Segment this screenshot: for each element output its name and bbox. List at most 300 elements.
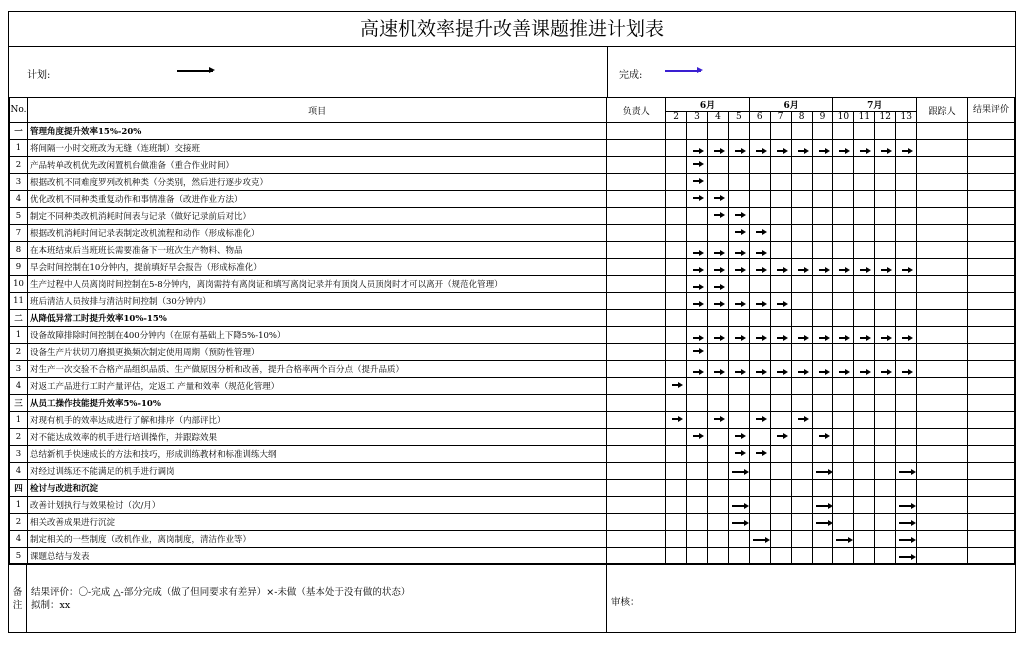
- row-item: 早会时间控制在10分钟内，提前填好早会报告（形成标准化）: [27, 259, 606, 276]
- week-cell: [728, 208, 749, 225]
- week-cell: [666, 344, 687, 361]
- week-cell: [812, 225, 833, 242]
- plan-arrow-icon: [735, 231, 743, 233]
- week-cell: [770, 514, 791, 531]
- row-owner: [607, 157, 666, 174]
- week-cell: [896, 327, 917, 344]
- week-cell: [708, 208, 729, 225]
- week-cell: [728, 276, 749, 293]
- plan-arrow-icon: [693, 252, 701, 254]
- week-cell: [833, 140, 854, 157]
- row-tracker: [917, 463, 968, 480]
- header-no: No.: [10, 98, 28, 123]
- plan-legend: [9, 46, 608, 98]
- week-cell: [854, 208, 875, 225]
- row-tracker: [917, 140, 968, 157]
- week-cell: [708, 174, 729, 191]
- table-row: [10, 140, 1015, 157]
- row-owner: [607, 514, 666, 531]
- plan-arrow-icon: [714, 418, 722, 420]
- plan-arrow-icon: [860, 371, 868, 373]
- week-cell: [687, 446, 708, 463]
- week-cell: [666, 412, 687, 429]
- week-cell: [812, 310, 833, 327]
- header-week: 13: [896, 112, 917, 123]
- row-number: 二: [10, 310, 28, 327]
- row-number: 10: [10, 276, 28, 293]
- row-tracker: [917, 446, 968, 463]
- plan-arrow-icon: [732, 471, 746, 473]
- table-row: [10, 361, 1015, 378]
- week-cell: [770, 429, 791, 446]
- row-result: [968, 208, 1015, 225]
- section-row: [10, 123, 1015, 140]
- week-cell: [833, 412, 854, 429]
- plan-arrow-icon: [816, 505, 830, 507]
- week-cell: [875, 514, 896, 531]
- week-cell: [812, 395, 833, 412]
- week-cell: [854, 242, 875, 259]
- week-cell: [749, 514, 770, 531]
- week-cell: [749, 242, 770, 259]
- row-result: [968, 378, 1015, 395]
- header-week: 11: [854, 112, 875, 123]
- week-cell: [833, 446, 854, 463]
- week-cell: [666, 259, 687, 276]
- row-owner: [607, 531, 666, 548]
- week-cell: [833, 123, 854, 140]
- row-owner: [607, 293, 666, 310]
- week-cell: [687, 293, 708, 310]
- row-result: [968, 242, 1015, 259]
- week-cell: [728, 480, 749, 497]
- week-cell: [687, 344, 708, 361]
- week-cell: [833, 225, 854, 242]
- week-cell: [833, 514, 854, 531]
- plan-arrow-icon: [672, 384, 680, 386]
- week-cell: [875, 395, 896, 412]
- row-tracker: [917, 310, 968, 327]
- plan-arrow-icon: [735, 252, 743, 254]
- row-item: 相关改善成果进行沉淀: [27, 514, 606, 531]
- week-cell: [749, 480, 770, 497]
- week-cell: [708, 259, 729, 276]
- row-item: 班后清洁人员按排与清洁时间控制（30分钟内）: [27, 293, 606, 310]
- row-number: 5: [10, 548, 28, 565]
- week-cell: [896, 208, 917, 225]
- row-number: 1: [10, 140, 28, 157]
- week-cell: [875, 293, 896, 310]
- row-tracker: [917, 191, 968, 208]
- week-cell: [791, 327, 812, 344]
- week-cell: [812, 514, 833, 531]
- row-tracker: [917, 123, 968, 140]
- week-cell: [812, 242, 833, 259]
- week-cell: [666, 242, 687, 259]
- week-cell: [833, 429, 854, 446]
- week-cell: [833, 463, 854, 480]
- plan-arrow-icon: [693, 337, 701, 339]
- row-item: 改善计划执行与效果检讨（次/月）: [27, 497, 606, 514]
- week-cell: [687, 327, 708, 344]
- done-label: 完成:: [619, 70, 643, 81]
- plan-arrow-icon: [693, 371, 701, 373]
- week-cell: [708, 497, 729, 514]
- row-owner: [607, 259, 666, 276]
- week-cell: [896, 310, 917, 327]
- week-cell: [728, 174, 749, 191]
- plan-arrow-icon: [798, 337, 806, 339]
- plan-arrow-icon: [735, 371, 743, 373]
- week-cell: [687, 225, 708, 242]
- table-row: [10, 208, 1015, 225]
- plan-arrow-icon: [819, 337, 827, 339]
- footer: [9, 563, 1015, 633]
- week-cell: [854, 548, 875, 565]
- week-cell: [666, 225, 687, 242]
- table-row: [10, 463, 1015, 480]
- week-cell: [896, 174, 917, 191]
- week-cell: [875, 344, 896, 361]
- table-row: [10, 446, 1015, 463]
- week-cell: [770, 548, 791, 565]
- week-cell: [728, 531, 749, 548]
- week-cell: [728, 378, 749, 395]
- week-cell: [708, 276, 729, 293]
- header-week: 8: [791, 112, 812, 123]
- plan-arrow-icon: [735, 337, 743, 339]
- plan-arrow-icon: [756, 418, 764, 420]
- plan-arrow-icon: [714, 269, 722, 271]
- row-owner: [607, 276, 666, 293]
- row-item: 对经过训练还不能满足的机手进行调岗: [27, 463, 606, 480]
- week-cell: [896, 429, 917, 446]
- row-item: 总结新机手快速成长的方法和技巧，形成训练教材和标准训练大纲: [27, 446, 606, 463]
- row-number: 2: [10, 429, 28, 446]
- week-cell: [896, 276, 917, 293]
- week-cell: [770, 140, 791, 157]
- week-cell: [770, 174, 791, 191]
- week-cell: [687, 140, 708, 157]
- row-owner: [607, 361, 666, 378]
- plan-arrow-icon: [693, 163, 701, 165]
- row-item: 设备生产片状切刀磨损更换频次制定使用周期（预防性管理）: [27, 344, 606, 361]
- week-cell: [791, 463, 812, 480]
- week-cell: [687, 514, 708, 531]
- plan-arrow-icon: [756, 303, 764, 305]
- week-cell: [854, 514, 875, 531]
- week-cell: [749, 225, 770, 242]
- week-cell: [812, 497, 833, 514]
- week-cell: [666, 140, 687, 157]
- week-cell: [833, 344, 854, 361]
- table-row: [10, 497, 1015, 514]
- plan-arrow-icon: [902, 371, 910, 373]
- row-result: [968, 412, 1015, 429]
- week-cell: [666, 446, 687, 463]
- week-cell: [749, 276, 770, 293]
- plan-arrow-icon: [839, 337, 847, 339]
- week-cell: [770, 361, 791, 378]
- week-cell: [708, 395, 729, 412]
- week-cell: [833, 157, 854, 174]
- row-number: 3: [10, 446, 28, 463]
- week-cell: [896, 344, 917, 361]
- plan-arrow-icon: [819, 435, 827, 437]
- week-cell: [833, 259, 854, 276]
- week-cell: [687, 497, 708, 514]
- week-cell: [875, 463, 896, 480]
- row-owner: [607, 378, 666, 395]
- row-item: 设备故障排除时间控制在400分钟内（在原有基础上下降5%-10%）: [27, 327, 606, 344]
- week-cell: [791, 395, 812, 412]
- row-result: [968, 361, 1015, 378]
- week-cell: [770, 480, 791, 497]
- week-cell: [687, 463, 708, 480]
- week-cell: [687, 412, 708, 429]
- week-cell: [812, 480, 833, 497]
- plan-arrow-icon: [756, 150, 764, 152]
- row-tracker: [917, 548, 968, 565]
- week-cell: [791, 429, 812, 446]
- week-cell: [791, 361, 812, 378]
- plan-arrow-icon: [777, 150, 785, 152]
- week-cell: [749, 395, 770, 412]
- table-row: [10, 242, 1015, 259]
- plan-arrow-icon: [902, 150, 910, 152]
- week-cell: [833, 480, 854, 497]
- week-cell: [708, 344, 729, 361]
- week-cell: [812, 531, 833, 548]
- week-cell: [728, 497, 749, 514]
- week-cell: [728, 446, 749, 463]
- plan-arrow-icon: [881, 371, 889, 373]
- week-cell: [791, 225, 812, 242]
- plan-arrow-icon: [819, 269, 827, 271]
- done-legend: [607, 46, 1015, 98]
- row-owner: [607, 429, 666, 446]
- week-cell: [708, 123, 729, 140]
- week-cell: [791, 174, 812, 191]
- table-row: [10, 293, 1015, 310]
- row-result: [968, 327, 1015, 344]
- row-result: [968, 480, 1015, 497]
- week-cell: [896, 514, 917, 531]
- week-cell: [854, 361, 875, 378]
- week-cell: [875, 310, 896, 327]
- week-cell: [708, 548, 729, 565]
- week-cell: [728, 514, 749, 531]
- row-result: [968, 276, 1015, 293]
- row-result: [968, 157, 1015, 174]
- week-cell: [708, 242, 729, 259]
- plan-arrow-icon: [839, 269, 847, 271]
- week-cell: [896, 395, 917, 412]
- week-cell: [791, 514, 812, 531]
- week-cell: [687, 531, 708, 548]
- week-cell: [687, 259, 708, 276]
- week-cell: [708, 429, 729, 446]
- table-row: [10, 429, 1015, 446]
- header-week: 5: [728, 112, 749, 123]
- week-cell: [728, 463, 749, 480]
- week-cell: [896, 463, 917, 480]
- week-cell: [749, 344, 770, 361]
- week-cell: [854, 225, 875, 242]
- row-number: 4: [10, 378, 28, 395]
- row-result: [968, 463, 1015, 480]
- week-cell: [666, 327, 687, 344]
- plan-arrow-icon: [899, 522, 913, 524]
- week-cell: [770, 276, 791, 293]
- row-tracker: [917, 259, 968, 276]
- table-row: [10, 174, 1015, 191]
- week-cell: [749, 412, 770, 429]
- week-cell: [687, 378, 708, 395]
- header-row-months: [10, 98, 1015, 112]
- week-cell: [812, 123, 833, 140]
- week-cell: [875, 225, 896, 242]
- week-cell: [728, 140, 749, 157]
- plan-arrow-icon: [756, 231, 764, 233]
- week-cell: [854, 259, 875, 276]
- row-tracker: [917, 327, 968, 344]
- week-cell: [875, 174, 896, 191]
- week-cell: [728, 310, 749, 327]
- week-cell: [791, 157, 812, 174]
- week-cell: [875, 361, 896, 378]
- plan-arrow-icon: [816, 471, 830, 473]
- week-cell: [875, 327, 896, 344]
- table-row: [10, 225, 1015, 242]
- row-item: 对现有机手的效率达成进行了解和排序（内部评比）: [27, 412, 606, 429]
- header-week: 4: [708, 112, 729, 123]
- week-cell: [791, 531, 812, 548]
- week-cell: [833, 327, 854, 344]
- week-cell: [854, 157, 875, 174]
- week-cell: [749, 174, 770, 191]
- week-cell: [770, 497, 791, 514]
- week-cell: [749, 293, 770, 310]
- week-cell: [708, 531, 729, 548]
- plan-arrow-icon: [714, 371, 722, 373]
- row-owner: [607, 123, 666, 140]
- plan-arrow-icon: [693, 435, 701, 437]
- week-cell: [666, 378, 687, 395]
- week-cell: [708, 191, 729, 208]
- plan-arrow-icon: [714, 337, 722, 339]
- week-cell: [749, 191, 770, 208]
- plan-arrow-icon: [714, 150, 722, 152]
- row-number: 5: [10, 208, 28, 225]
- week-cell: [728, 242, 749, 259]
- evaluation-note: [31, 586, 410, 612]
- row-number: 9: [10, 259, 28, 276]
- week-cell: [833, 395, 854, 412]
- row-owner: [607, 208, 666, 225]
- week-cell: [875, 242, 896, 259]
- week-cell: [666, 429, 687, 446]
- week-cell: [875, 497, 896, 514]
- table-row: [10, 514, 1015, 531]
- row-tracker: [917, 395, 968, 412]
- row-result: [968, 123, 1015, 140]
- plan-arrow-icon: [735, 150, 743, 152]
- week-cell: [875, 446, 896, 463]
- week-cell: [687, 123, 708, 140]
- week-cell: [666, 208, 687, 225]
- plan-arrow-icon: [672, 418, 680, 420]
- header-month: 6月: [749, 98, 833, 112]
- row-number: 11: [10, 293, 28, 310]
- week-cell: [687, 174, 708, 191]
- row-result: [968, 310, 1015, 327]
- week-cell: [812, 412, 833, 429]
- week-cell: [812, 174, 833, 191]
- week-cell: [833, 242, 854, 259]
- week-cell: [854, 327, 875, 344]
- week-cell: [791, 276, 812, 293]
- week-cell: [812, 378, 833, 395]
- week-cell: [812, 361, 833, 378]
- week-cell: [896, 548, 917, 565]
- row-result: [968, 446, 1015, 463]
- week-cell: [854, 293, 875, 310]
- week-cell: [770, 463, 791, 480]
- row-item: 根据改机消耗时间记录表制定改机流程和动作（形成标准化）: [27, 225, 606, 242]
- week-cell: [770, 259, 791, 276]
- week-cell: [708, 225, 729, 242]
- week-cell: [875, 480, 896, 497]
- row-owner: [607, 344, 666, 361]
- week-cell: [687, 310, 708, 327]
- plan-arrow-icon: [735, 269, 743, 271]
- week-cell: [896, 361, 917, 378]
- row-result: [968, 140, 1015, 157]
- plan-arrow-icon: [693, 180, 701, 182]
- header-tracker: 跟踪人: [917, 98, 968, 123]
- week-cell: [666, 174, 687, 191]
- row-tracker: [917, 293, 968, 310]
- week-cell: [770, 446, 791, 463]
- week-cell: [687, 276, 708, 293]
- plan-arrow-icon: [798, 269, 806, 271]
- week-cell: [791, 446, 812, 463]
- plan-arrow-icon: [714, 252, 722, 254]
- week-cell: [875, 412, 896, 429]
- week-cell: [770, 191, 791, 208]
- week-cell: [728, 429, 749, 446]
- table-row: [10, 259, 1015, 276]
- plan-arrow-icon: [735, 435, 743, 437]
- week-cell: [854, 344, 875, 361]
- week-cell: [791, 208, 812, 225]
- row-owner: [607, 497, 666, 514]
- header-week: 12: [875, 112, 896, 123]
- week-cell: [708, 310, 729, 327]
- plan-arrow-icon: [756, 452, 764, 454]
- week-cell: [770, 327, 791, 344]
- row-owner: [607, 174, 666, 191]
- row-result: [968, 191, 1015, 208]
- week-cell: [896, 191, 917, 208]
- row-tracker: [917, 174, 968, 191]
- plan-arrow-icon: [777, 337, 785, 339]
- week-cell: [728, 548, 749, 565]
- week-cell: [833, 174, 854, 191]
- section-row: [10, 395, 1015, 412]
- row-result: [968, 293, 1015, 310]
